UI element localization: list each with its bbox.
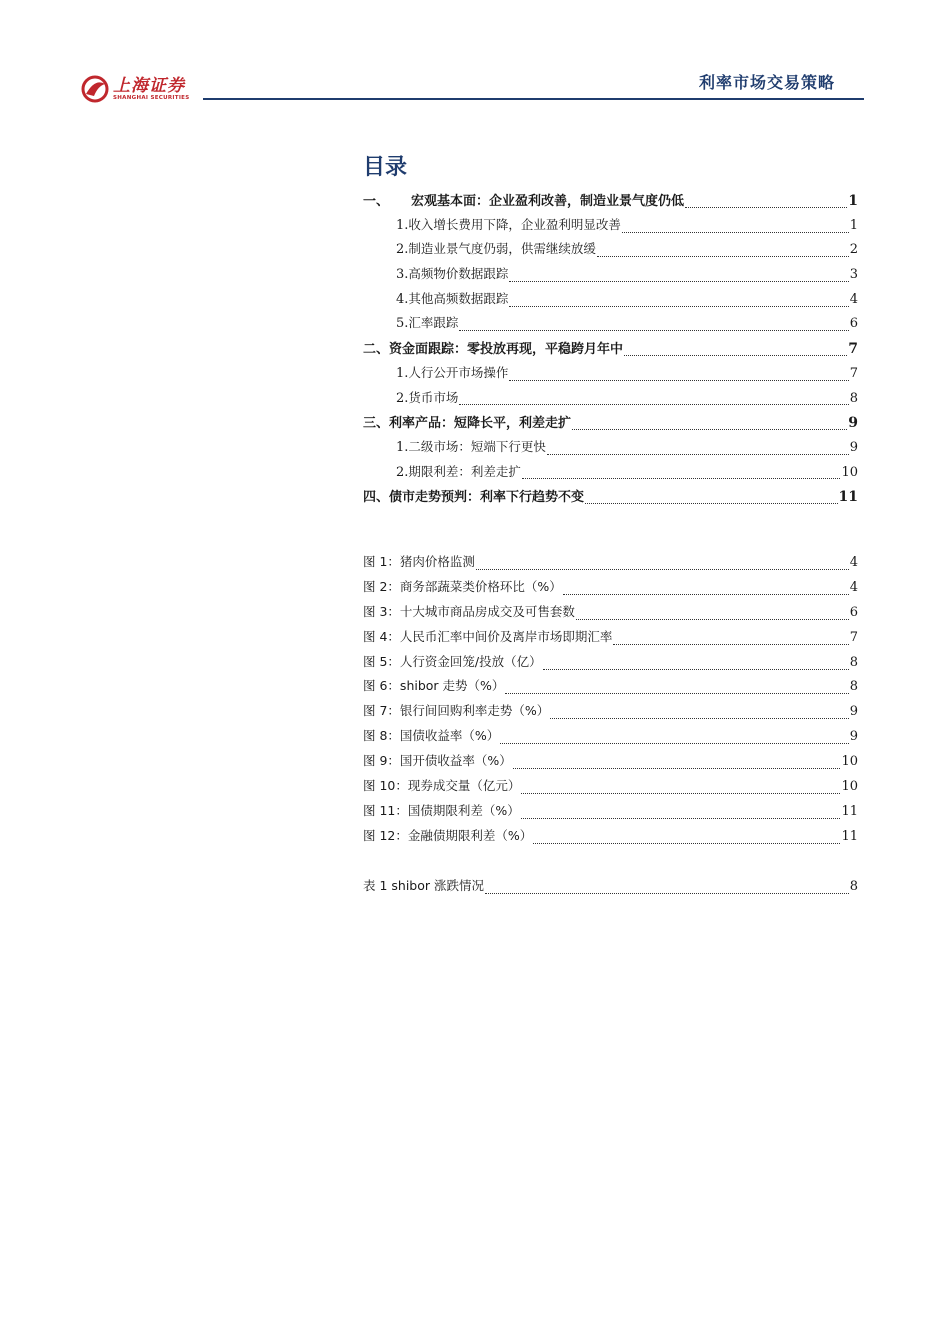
figure-entry-label: 图 12：金融债期限利差（%） [363,827,533,843]
figure-entry-page: 4 [849,555,858,570]
toc-entry-number: 三、 [363,416,390,432]
company-logo [80,72,190,106]
dot-leader [476,569,849,570]
toc-entry[interactable] [363,239,858,264]
figure-entry[interactable] [363,676,858,701]
figure-entry[interactable] [363,701,858,726]
toc-entry-label: 二级市场：短端下行更快 [408,438,546,454]
figure-entry-label: 图 7：银行间回购利率走势（%） [363,703,550,719]
logo-mark-icon [80,74,110,104]
toc-heading: 目录 [363,155,408,180]
toc-entry-label: 债市走势预判：利率下行趋势不变 [389,490,585,506]
figure-entry-label: 图 5：人行资金回笼/投放（亿） [363,653,542,669]
toc-entry[interactable] [363,412,858,437]
figure-entry[interactable] [363,627,858,652]
toc-entry-page: 1 [848,193,858,209]
logo-english-name: SHANGHAI SECURITIES [113,94,190,101]
toc-entry-number: 3. [396,267,409,283]
dot-leader [613,644,848,645]
list-of-tables [363,876,858,901]
dot-leader [533,843,840,844]
figure-entry-page: 10 [841,779,858,795]
figure-entry[interactable] [363,751,858,776]
figure-entry-page: 6 [849,604,858,620]
toc-entry-number: 2. [396,390,409,406]
toc-entry-number: 1. [396,217,409,233]
dot-leader [550,718,848,719]
table-of-contents [363,190,858,511]
figure-entry-page: 9 [849,729,858,745]
figure-entry-page: 8 [849,654,858,670]
toc-entry-page: 7 [848,341,858,358]
toc-entry-number: 4. [396,291,409,307]
toc-entry-page: 4 [849,291,858,307]
figure-entry[interactable] [363,826,858,851]
toc-entry-number: 2. [396,464,409,480]
toc-entry-number: 1. [396,365,409,381]
figure-entry-page: 10 [841,754,858,770]
figure-entry-label: 图 9：国开债收益率（%） [363,753,512,769]
toc-entry-label: 资金面跟踪：零投放再现，平稳跨月年中 [389,342,624,358]
figure-entry[interactable] [363,652,858,677]
dot-leader [563,594,849,595]
toc-entry-label: 收入增长费用下降，企业盈利明显改善 [408,216,621,232]
figure-entry[interactable] [363,577,858,602]
toc-entry[interactable] [363,289,858,314]
toc-entry-label: 人行公开市场操作 [408,364,509,380]
toc-entry-page: 3 [849,267,858,283]
figure-entry[interactable] [363,552,858,577]
dot-leader [597,256,849,257]
table-entry[interactable] [363,876,858,901]
toc-entry-number: 四、 [363,490,390,506]
figure-entry-label: 图 2：商务部蔬菜类价格环比（%） [363,578,562,594]
toc-entry-page: 6 [849,316,858,332]
header-divider [203,98,864,100]
table-entry-label: 表 1 shibor 涨跌情况 [363,878,485,893]
list-of-figures [363,552,858,851]
figure-entry[interactable] [363,801,858,826]
toc-entry-page: 8 [849,390,858,406]
dot-leader [505,693,848,694]
dot-leader [521,818,841,819]
figure-entry[interactable] [363,776,858,801]
toc-entry-page: 10 [841,464,858,480]
dot-leader [622,232,849,233]
toc-entry-label: 其他高频数据跟踪 [408,290,509,306]
toc-entry[interactable] [363,462,858,487]
figure-entry-page: 8 [849,679,858,695]
dot-leader [459,330,848,331]
dot-leader [459,404,848,405]
figure-entry-page: 9 [849,704,858,720]
toc-entry-number: 1. [396,439,409,455]
figure-entry-label: 图 8：国债收益率（%） [363,728,500,744]
dot-leader [585,503,837,504]
toc-entry[interactable] [363,190,858,215]
report-title: 利率市场交易策略 [698,73,835,92]
figure-entry-page: 11 [841,828,858,844]
dot-leader [547,454,849,455]
toc-entry-number: 2. [396,242,409,258]
dot-leader [509,306,848,307]
figure-entry-page: 11 [841,803,858,819]
toc-entry-page: 9 [849,439,858,455]
dot-leader [685,207,847,208]
table-entry-page: 8 [849,879,858,894]
dot-leader [513,768,841,769]
toc-entry[interactable] [363,437,858,462]
dot-leader [576,619,849,620]
dot-leader [485,893,849,894]
toc-entry[interactable] [363,313,858,338]
toc-entry[interactable] [363,486,858,511]
toc-entry-label: 期限利差：利差走扩 [408,463,521,479]
dot-leader [522,478,841,479]
figure-entry-page: 4 [849,579,858,595]
dot-leader [509,380,848,381]
toc-entry[interactable] [363,264,858,289]
toc-entry-page: 7 [849,365,858,381]
dot-leader [572,429,847,430]
toc-entry-number: 二、 [363,342,390,358]
figure-entry-label: 图 6：shibor 走势（%） [363,678,505,694]
dot-leader [521,793,840,794]
figure-entry-label: 图 3：十大城市商品房成交及可售套数 [363,603,575,619]
figure-entry-label: 图 11：国债期限利差（%） [363,802,520,818]
toc-entry-number: 一、 [363,194,390,209]
toc-entry[interactable] [363,363,858,388]
toc-entry-label: 高频物价数据跟踪 [408,266,509,282]
toc-entry[interactable] [363,215,858,240]
toc-entry-page: 9 [848,415,858,432]
logo-chinese-name: 上海证券 [113,75,185,96]
dot-leader [543,669,849,670]
toc-entry[interactable] [363,338,858,363]
toc-entry-number: 5. [396,316,409,332]
figure-entry[interactable] [363,602,858,627]
toc-entry[interactable] [363,388,858,413]
toc-entry-page: 11 [838,489,858,506]
figure-entry-page: 7 [849,629,858,645]
toc-entry-label: 制造业景气度仍弱，供需继续放缓 [408,241,596,257]
figure-entry-label: 图 4：人民币汇率中间价及离岸市场即期汇率 [363,628,613,644]
figure-entry[interactable] [363,726,858,751]
dot-leader [500,743,848,744]
toc-entry-label: 汇率跟踪 [408,315,459,331]
figure-entry-label: 图 1：猪肉价格监测 [363,554,475,569]
dot-leader [509,281,848,282]
figure-entry-label: 图 10：现券成交量（亿元） [363,778,521,794]
page-header [0,0,950,110]
toc-entry-page: 2 [849,242,858,258]
toc-entry-label: 宏观基本面：企业盈利改善，制造业景气度仍低 [411,194,685,209]
toc-entry-label: 货币市场 [408,389,459,405]
toc-entry-page: 1 [849,217,858,233]
dot-leader [624,355,847,356]
toc-entry-label: 利率产品：短降长平，利差走扩 [389,416,572,432]
